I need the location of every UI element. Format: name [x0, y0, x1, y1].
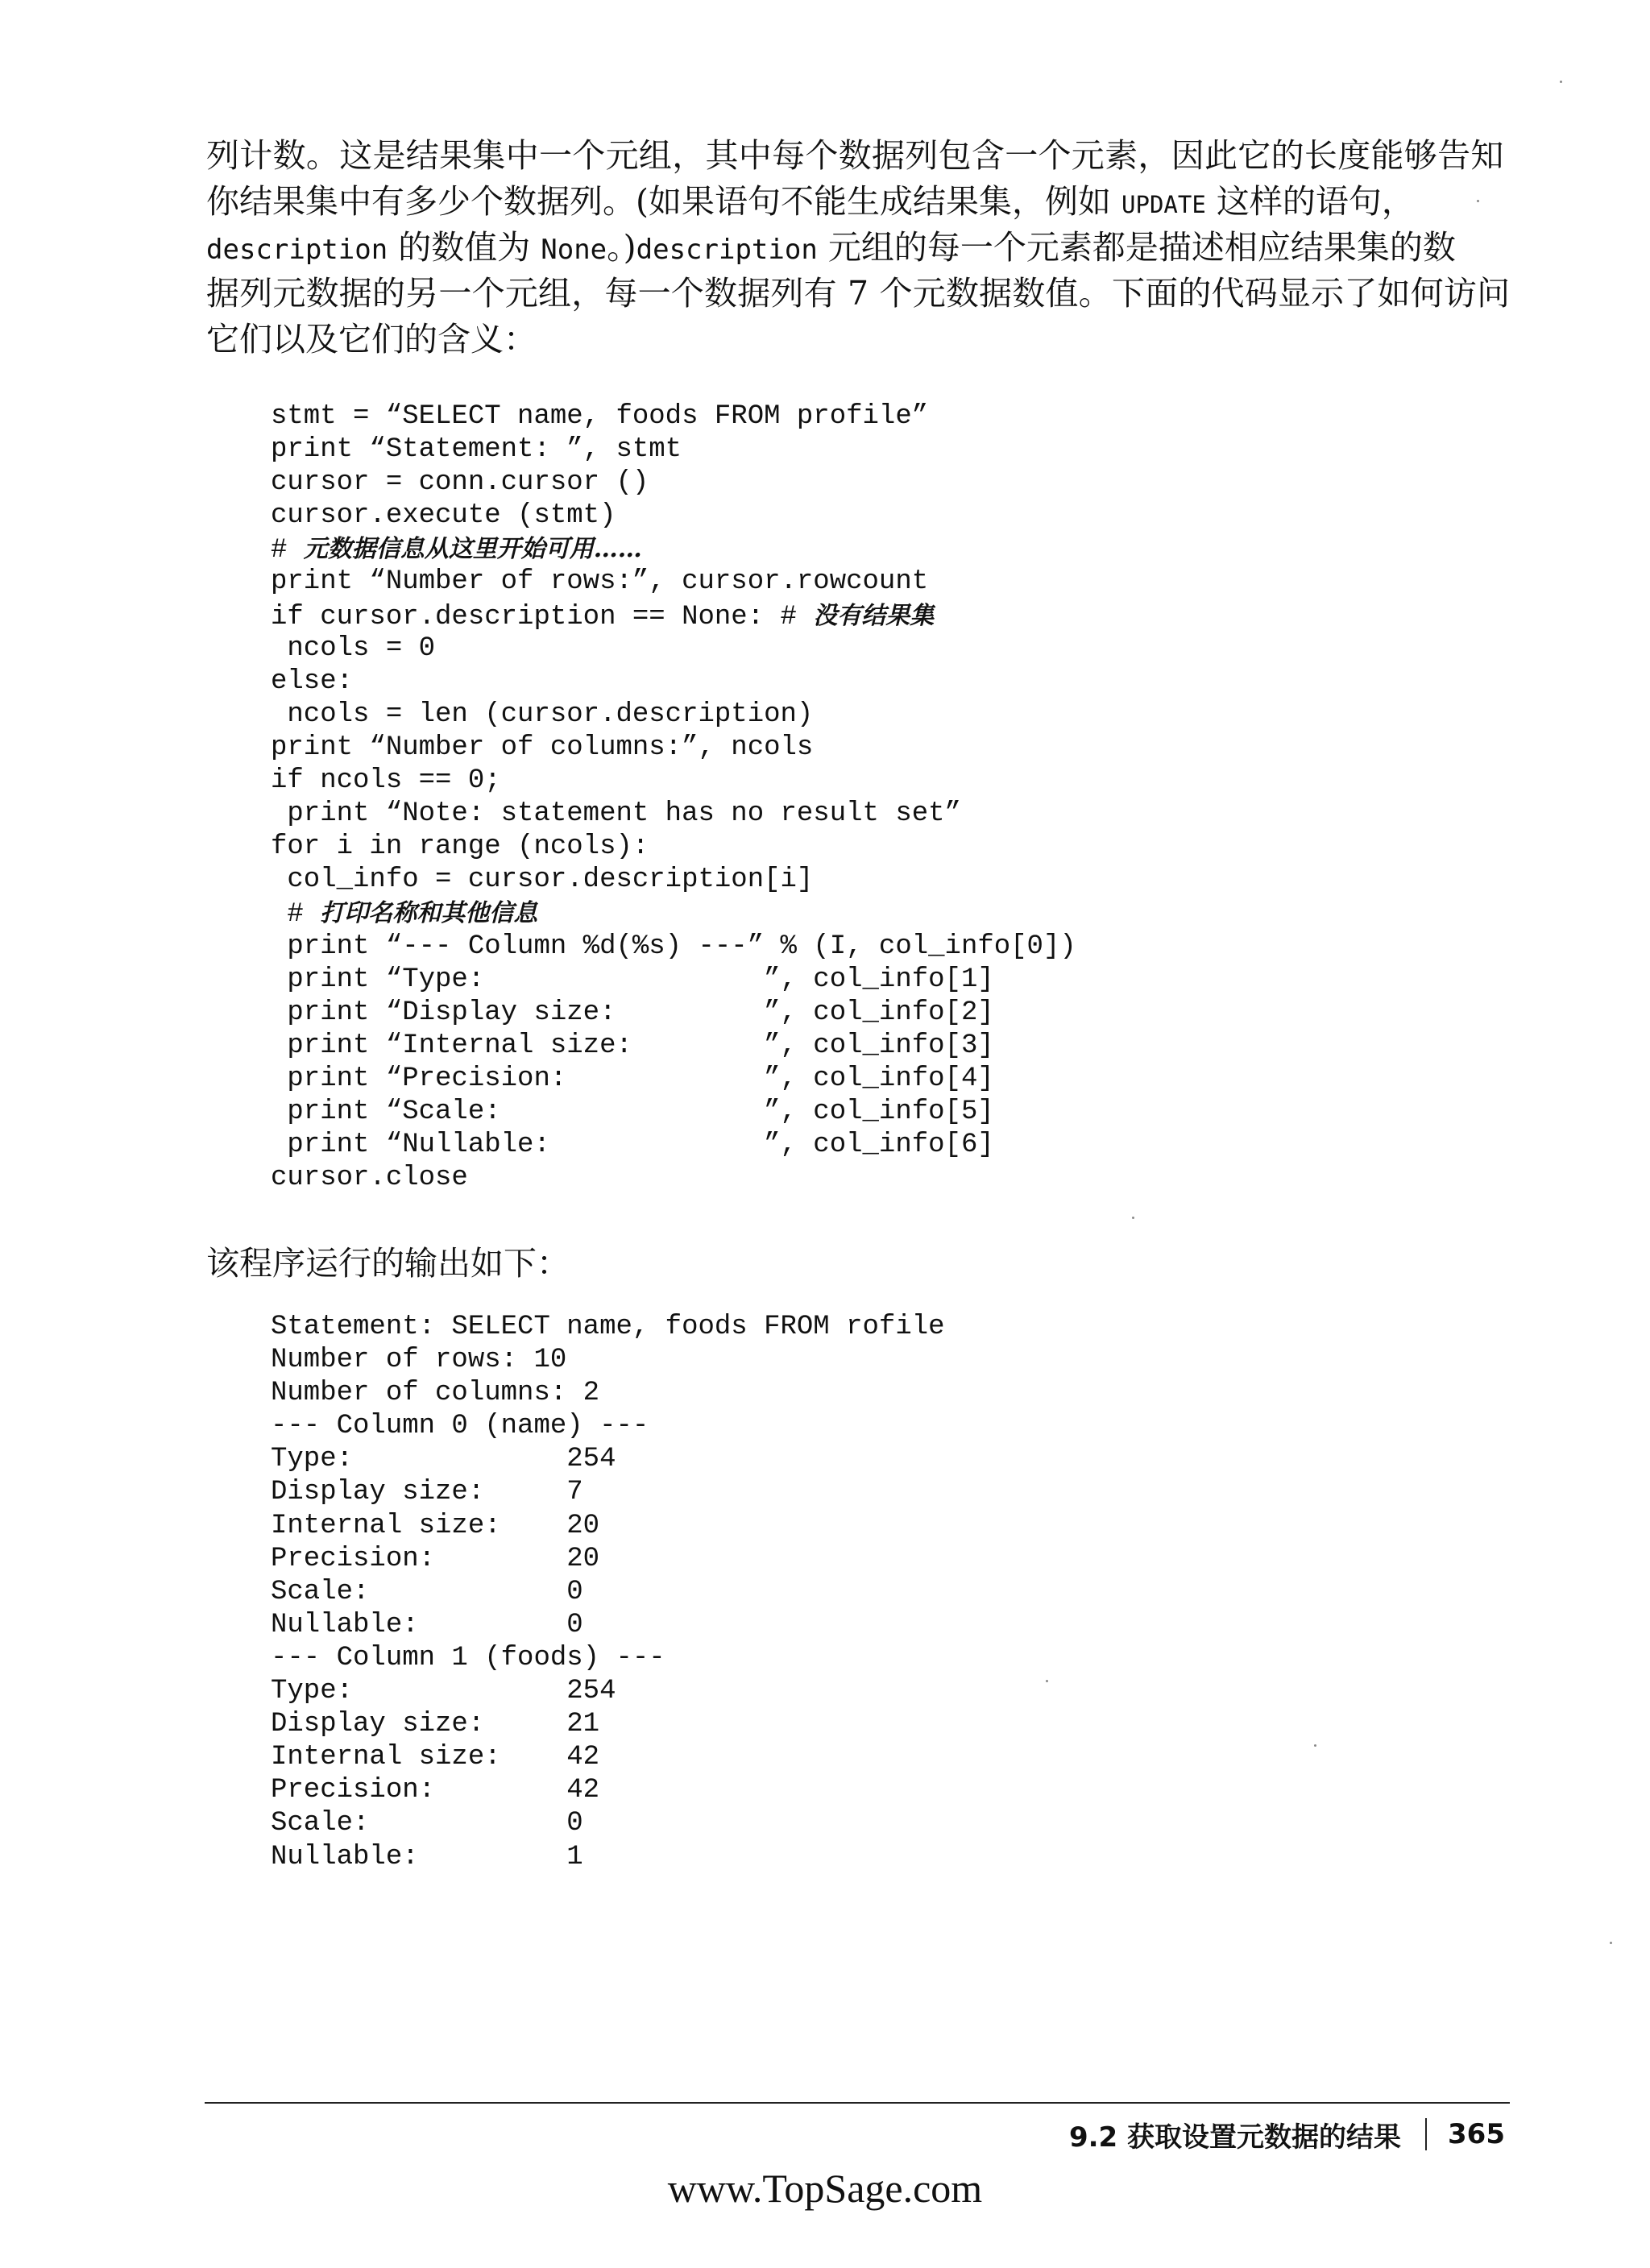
intro-paragraph — [206, 133, 1511, 363]
code-line — [271, 466, 1076, 500]
text-run: Nullable: 0 — [271, 1609, 583, 1640]
inline-code: description — [206, 234, 388, 266]
running-footer — [1069, 2114, 1505, 2154]
text-run: 列计数。这是结果集中一个元组，其中每个数据列包含一个元素，因此它的长度能够告知 — [206, 136, 1504, 175]
text-run: print “Nullable: ”, col_info[6] — [271, 1130, 994, 1161]
code-line — [271, 964, 1076, 997]
text-run: 这样的语句， — [1205, 182, 1415, 221]
text-run: 的数值为 — [388, 228, 541, 267]
code-line — [271, 1129, 1076, 1162]
code-line — [271, 1841, 945, 1874]
output-caption: 该程序运行的输出如下： — [206, 1244, 570, 1283]
text-run: col_info = cursor.description[i] — [271, 864, 814, 896]
text-run: 它们以及它们的含义： — [206, 320, 537, 359]
code-line — [271, 1576, 945, 1609]
intro-line — [206, 225, 1483, 271]
text-run: Type: 254 — [271, 1444, 616, 1475]
code-listing — [271, 400, 1076, 1195]
text-run: Internal size: 20 — [271, 1510, 600, 1541]
text-run: print “Number of columns:”, ncols — [271, 732, 814, 763]
code-line — [271, 433, 1076, 466]
text-run: else: — [271, 665, 354, 697]
text-run: print “Note: statement has no result set” — [271, 798, 961, 830]
inline-code: description — [636, 234, 818, 266]
code-line — [271, 500, 1076, 533]
intro-line — [206, 133, 1504, 179]
code-line — [271, 1675, 945, 1708]
text-run: cursor.close — [271, 1163, 468, 1194]
text-run: print “Display size: ”, col_info[2] — [271, 997, 994, 1028]
code-line — [271, 997, 1076, 1030]
code-line — [271, 1311, 945, 1344]
code-line — [271, 1096, 1076, 1129]
code-line — [271, 1774, 945, 1807]
code-comment: 没有结果集 — [813, 601, 935, 630]
intro-line — [206, 271, 1511, 317]
page-number: 365 — [1448, 2118, 1505, 2150]
text-run: --- Column 1 (foods) --- — [271, 1642, 665, 1673]
code-line — [271, 665, 1076, 699]
footer-separator — [1425, 2118, 1427, 2150]
text-run: if ncols == 0; — [271, 765, 501, 797]
code-line — [271, 831, 1076, 864]
text-run: ncols = 0 — [271, 632, 436, 664]
text-run: Number of rows: 10 — [271, 1345, 567, 1376]
code-line — [271, 1510, 945, 1543]
text-run: Scale: 0 — [271, 1808, 583, 1839]
text-run: print “--- Column %d(%s) ---” % (I, col_info[0]) — [271, 931, 1076, 962]
text-run: 元组的每一个元素都是描述相应结果集的数 — [817, 228, 1456, 267]
code-line — [271, 1030, 1076, 1063]
text-run: Display size: 7 — [271, 1477, 583, 1508]
text-run: print “Type: ”, col_info[1] — [271, 964, 994, 995]
code-line — [271, 1476, 945, 1509]
text-run: cursor.execute (stmt) — [271, 500, 616, 532]
text-run: Internal size: 42 — [271, 1742, 600, 1773]
code-line — [271, 1063, 1076, 1096]
footer-section-title: 9.2 获取设置元数据的结果 — [1068, 2121, 1402, 2154]
code-line — [271, 1443, 945, 1476]
code-line — [271, 1410, 945, 1443]
text-run: print “Number of rows:”, cursor.rowcount — [271, 566, 929, 598]
text-run: Precision: 20 — [271, 1543, 600, 1574]
text-run: print “Scale: ”, col_info[5] — [271, 1096, 994, 1127]
text-run: print “Precision: ”, col_info[4] — [271, 1063, 994, 1094]
code-line — [271, 699, 1076, 732]
scan-speck — [1314, 1744, 1316, 1747]
code-line — [271, 1708, 945, 1741]
source-url: www.TopSage.com — [667, 2166, 983, 2211]
code-line — [271, 1609, 945, 1642]
text-run: --- Column 0 (name) --- — [271, 1411, 649, 1442]
text-run: 你结果集中有多少个数据列。(如果语句不能生成结果集，例如 — [206, 182, 1122, 221]
text-run: ncols = len (cursor.description) — [271, 699, 814, 730]
text-run: for i in range (ncols): — [271, 831, 649, 863]
scan-speck — [1477, 200, 1479, 202]
code-line — [271, 864, 1076, 897]
text-run: # — [271, 899, 321, 931]
text-run: stmt = “SELECT name, foods FROM profile” — [271, 401, 929, 432]
inline-code: UPDATE — [1121, 191, 1206, 218]
scan-speck — [1046, 1680, 1048, 1682]
code-line — [271, 931, 1076, 964]
text-run: Scale: 0 — [271, 1576, 583, 1607]
inline-code: None — [541, 234, 607, 266]
intro-line — [206, 179, 1483, 225]
program-output — [271, 1311, 945, 1874]
code-line — [271, 1741, 945, 1774]
text-run: Precision: 42 — [271, 1775, 600, 1806]
text-run: Nullable: 1 — [271, 1841, 583, 1872]
code-line — [271, 1543, 945, 1576]
code-line — [271, 400, 1076, 433]
scan-speck — [1610, 1942, 1612, 1944]
text-run: 据列元数据的另一个元组，每一个数据列有 7 个元数据数值。下面的代码显示了如何访问 — [206, 274, 1511, 313]
text-run: Statement: SELECT name, foods FROM rofile — [271, 1312, 945, 1342]
code-line — [271, 1377, 945, 1410]
text-run: print “Internal size: ”, col_info[3] — [271, 1030, 994, 1061]
code-line — [271, 566, 1076, 599]
code-comment: 打印名称和其他信息 — [320, 899, 538, 928]
code-line — [271, 1642, 945, 1675]
code-line — [271, 732, 1076, 765]
code-line — [271, 533, 1076, 566]
scan-speck — [1560, 81, 1562, 83]
scan-speck — [1132, 1217, 1134, 1219]
code-line — [271, 632, 1076, 665]
code-comment: 元数据信息从这里开始可用…… — [303, 535, 642, 564]
code-line — [271, 1807, 945, 1840]
code-line — [271, 765, 1076, 798]
text-run: Display size: 21 — [271, 1709, 600, 1740]
code-line — [271, 798, 1076, 831]
text-run: 。) — [607, 228, 636, 267]
code-line — [271, 897, 1076, 930]
text-run: # — [271, 535, 304, 566]
text-run: Type: 254 — [271, 1676, 616, 1707]
code-line — [271, 1344, 945, 1377]
text-run: if cursor.description == None: # — [271, 601, 814, 632]
intro-line — [206, 317, 1483, 363]
text-run: print “Statement: ”, stmt — [271, 434, 682, 466]
code-line — [271, 599, 1076, 632]
text-run: Number of columns: 2 — [271, 1378, 600, 1409]
footer-rule — [205, 2102, 1510, 2104]
text-run: cursor = conn.cursor () — [271, 467, 649, 499]
code-line — [271, 1162, 1076, 1195]
